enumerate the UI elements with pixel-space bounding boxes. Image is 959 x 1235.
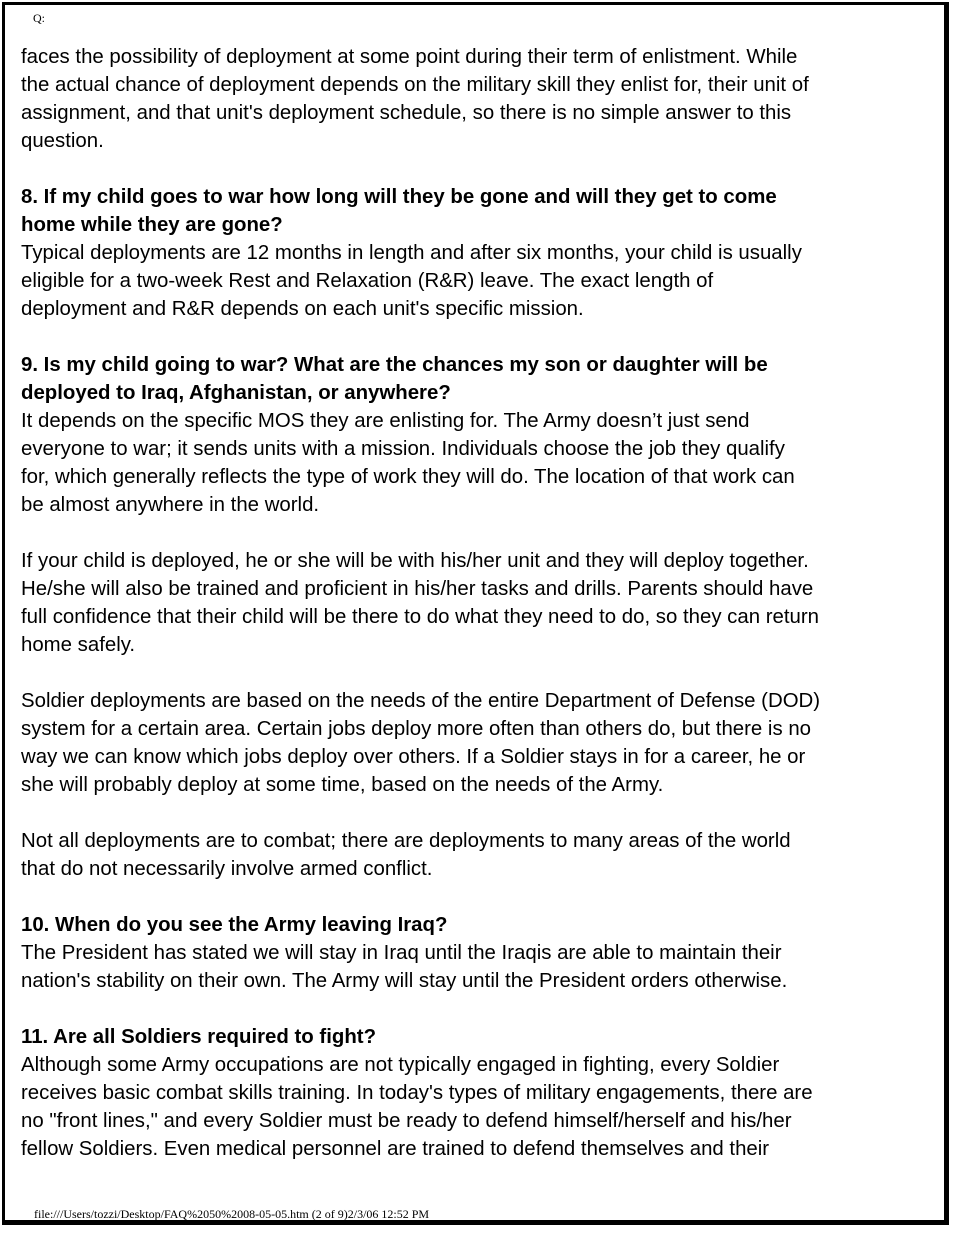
question-9: 9. Is my child going to war? What are the chances my son or daughter will be deployed to Iraq, Afghanistan, or anywhere? [21,354,768,404]
faq-item-9 [21,351,941,883]
answer-9-paragraph-4: Not all deployments are to combat; there are deployments to many areas of the world that do not necessarily involve armed conflict. [21,830,791,880]
answer-9-paragraph-2: If your child is deployed, he or she will be with his/her unit and they will deploy together. He/she will also be trained and proficient in his/her tasks and drills. Parents should have full confidence that their child will be there to do what they need to do, so they can return home safely. [21,550,819,656]
answer-8: Typical deployments are 12 months in length and after six months, your child is usually eligible for a two-week Rest and Relaxation (R&R) leave. The exact length of deployment and R&R depends on each unit's specific mission. [21,242,802,320]
answer-9-paragraph-1: It depends on the specific MOS they are enlisting for. The Army doesn’t just send everyone to war; it sends units with a mission. Individuals choose the job they qualify for, which generally reflects the type of work they will do. The location of that work can be almost anywhere in the world. [21,410,795,516]
answer-11: Although some Army occupations are not typically engaged in fighting, every Soldier receives basic combat skills training. In today's types of military engagements, there are no "front lines," and every Soldier must be ready to defend himself/herself and his/her fellow Soldiers. Even medical personnel are trained to defend themselves and their [21,1054,813,1160]
faq-item-11 [21,1023,941,1163]
answer-9-paragraph-3: Soldier deployments are based on the needs of the entire Department of Defense (DOD) system for a certain area. Certain jobs deploy more often than others do, but there is no way we can know which jobs deploy over others. If a Soldier stays in for a career, he or she will probably deploy at some time, based on the needs of the Army. [21,690,821,796]
answer-10: The President has stated we will stay in Iraq until the Iraqis are able to maintain their nation's stability on their own. The Army will stay until the President orders otherwise. [21,942,788,992]
intro-paragraph: faces the possibility of deployment at some point during their term of enlistment. While the actual chance of deployment depends on the military skill they enlist for, their unit of assignment, and that unit's deployment schedule, so there is no simple answer to this question. [21,46,809,152]
faq-item-8 [21,183,941,323]
question-8: 8. If my child goes to war how long will they be gone and will they get to come home while they are gone? [21,186,777,236]
footer-file-path: file:///Users/tozzi/Desktop/FAQ%2050%2008-05-05.htm (2 of 9)2/3/06 12:52 PM [34,1207,430,1221]
document-body [21,43,941,1191]
question-10: 10. When do you see the Army leaving Iraq? [21,914,448,936]
header-tag: Q: [33,11,45,25]
question-11: 11. Are all Soldiers required to fight? [21,1026,377,1048]
faq-item-10 [21,911,941,995]
